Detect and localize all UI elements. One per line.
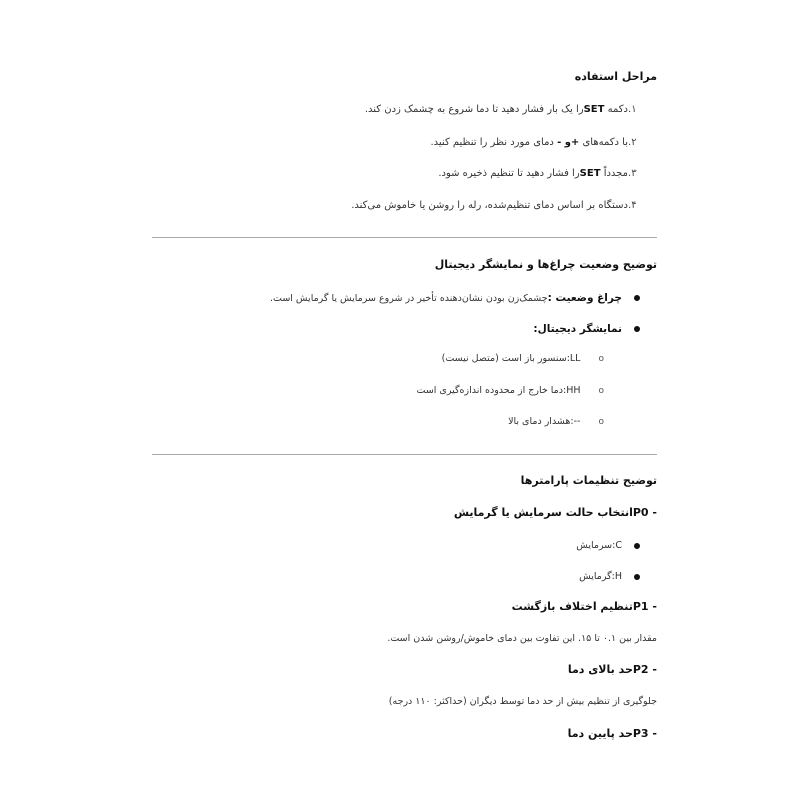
p1-text: مقدار بین ۰.۱ تا ۱۵. این تفاوت بین دمای خاموش/روشن شدن است.: [387, 633, 657, 644]
lamp-status-item: [270, 291, 640, 306]
bullet-icon: [634, 543, 640, 549]
lamp-text: چشمک‌زن بودن نشان‌دهنده تأخیر در شروع سرمایش یا گرمایش است.: [269, 293, 548, 304]
step-pre: دکمه: [604, 104, 628, 115]
usage-step-3: [438, 167, 650, 181]
bullet-icon: [634, 574, 640, 580]
step-post: را یک بار فشار دهید تا دما شروع به چشمک زدن کند.: [364, 104, 584, 115]
bullet-icon: [634, 326, 640, 332]
step-post: دستگاه بر اساس دمای تنظیم‌شده، رله را روشن یا خاموش می‌کند.: [351, 200, 628, 211]
status-heading: توضیح وضعیت چراغ‌ها و نمایشگر دیجیتال: [434, 258, 657, 271]
step-bold: +و -: [557, 137, 580, 148]
display-code: --:: [570, 416, 581, 427]
usage-step-4: [351, 199, 650, 213]
usage-step-2: [430, 136, 650, 150]
p0-text: گرمایش: [579, 571, 612, 582]
display-code-text: هشدار دمای بالا: [508, 416, 571, 427]
step-post: دمای مورد نظر را تنظیم کنید.: [430, 137, 558, 148]
step-number: ۱.: [628, 104, 637, 115]
display-item: [533, 322, 640, 336]
section-divider: [152, 454, 657, 455]
params-heading: توضیح تنظیمات پارامترها: [520, 474, 657, 487]
p2-heading: - P2حد بالای دما: [567, 663, 657, 676]
bullet-icon: [634, 295, 640, 301]
step-post: را فشار دهید تا تنظیم ذخیره شود.: [438, 168, 580, 179]
circle-bullet-icon: o: [598, 417, 604, 427]
p0-item-h: [579, 570, 640, 584]
display-label: نمایشگر دیجیتال:: [533, 323, 622, 335]
step-number: ۳.: [628, 168, 637, 179]
display-code-text: سنسور باز است (متصل نیست): [441, 353, 567, 364]
step-number: ۴.: [628, 200, 637, 211]
p0-item-c: [576, 539, 640, 553]
step-bold: SET: [583, 104, 605, 115]
circle-bullet-icon: o: [598, 386, 604, 396]
display-code-dash: [508, 415, 604, 429]
step-pre: مجدداً: [600, 168, 628, 179]
lamp-label: چراغ وضعیت :: [547, 292, 622, 304]
display-code: HH:: [562, 385, 581, 396]
display-code-text: دما خارج از محدوده اندازه‌گیری است: [416, 385, 563, 396]
usage-heading: مراحل استفاده: [574, 70, 657, 83]
usage-step-1: [365, 103, 650, 117]
p3-heading: - P3حد پایین دما: [567, 727, 657, 740]
circle-bullet-icon: o: [598, 354, 604, 364]
p1-heading: - P1تنظیم اختلاف بازگشت: [511, 600, 657, 613]
section-divider: [152, 237, 657, 238]
p0-code: C:: [612, 540, 622, 551]
display-code-hh: [416, 384, 604, 398]
p0-heading: - P0انتخاب حالت سرمایش یا گرمایش: [453, 506, 657, 519]
step-bold: SET: [579, 168, 601, 179]
p0-code: H:: [611, 571, 622, 582]
step-number: ۲.: [628, 137, 637, 148]
p2-text: جلوگیری از تنظیم بیش از حد دما توسط دیگران (حداکثر: ۱۱۰ درجه): [388, 696, 657, 707]
p0-text: سرمایش: [576, 540, 613, 551]
display-code-ll: [442, 352, 604, 366]
display-code: LL:: [566, 353, 581, 364]
step-pre: با دکمه‌های: [579, 137, 628, 148]
